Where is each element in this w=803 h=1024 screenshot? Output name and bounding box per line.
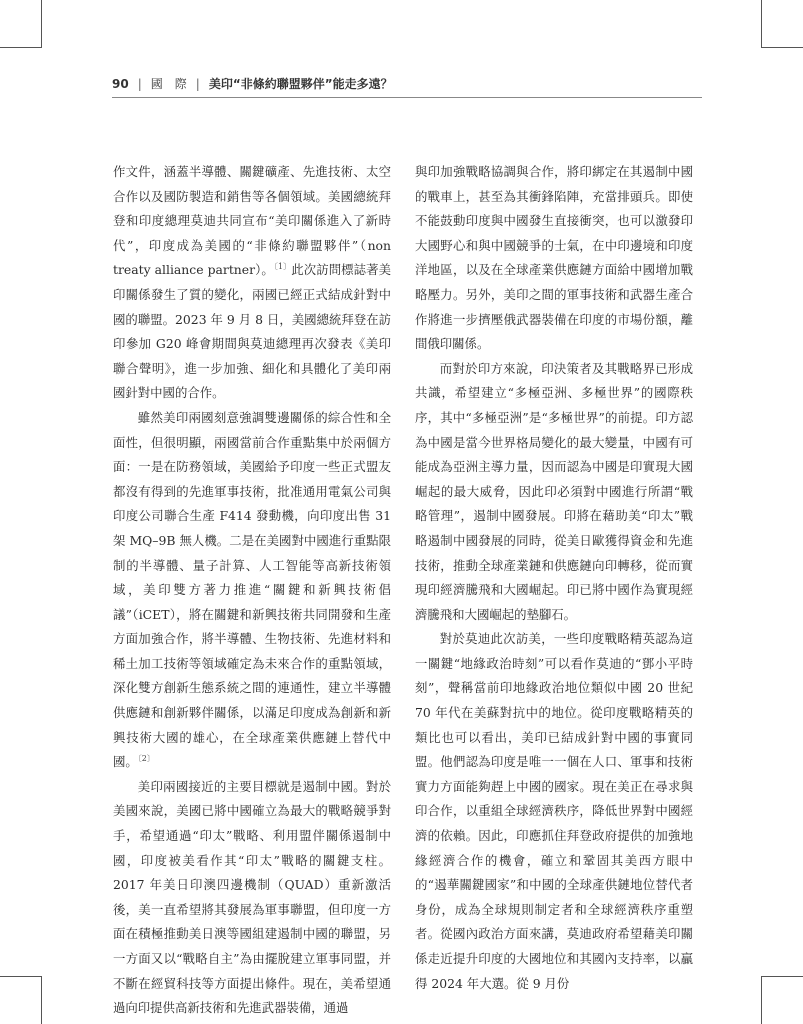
crop-mark-bottom-right-horizontal — [761, 976, 803, 977]
article-title: 美印“非條約聯盟夥伴”能走多遠？ — [208, 77, 393, 91]
left-column — [113, 160, 391, 1021]
paragraph: 與印加強戰略協調與合作，將印綁定在其遏制中國的戰車上，甚至為其衝鋒陷陣，充當排頭兵。即使不能鼓動印度與中國發生直接衝突，也可以激發印大國野心和與中國競爭的士氣，在中印邊境和印度洋地區，以及在全球產業供應鏈方面給中國增加戰略壓力。另外，美印之間的軍事技術和武器生產合作將進一步擠壓俄武器裝備在印度的市場份額，離間俄印關係。 — [415, 164, 693, 352]
crop-mark-bottom-right-vertical — [761, 976, 762, 1024]
section-name: 國 際 — [150, 77, 187, 91]
paragraph — [113, 406, 391, 775]
crop-mark-top-right-horizontal — [761, 47, 803, 48]
paragraph-text: 此次訪問標誌著美印關係發生了質的變化，兩國已經正式結成針對中國的聯盟。2023 年 9 月 8 日，美國總統拜登在訪印參加 G20 峰會期間與莫迪總理再次發表《美印聯合聲明》，進一步加強、細化和具體化了美印兩國針對中國的合作。 — [113, 262, 392, 401]
header-rule — [112, 97, 702, 98]
footnote-marker: 〔1〕 — [273, 262, 292, 272]
footnote-marker: 〔2〕 — [137, 754, 155, 764]
crop-mark-bottom-left-horizontal — [0, 976, 42, 977]
running-header — [112, 75, 702, 93]
page-number: 90 — [112, 77, 129, 91]
paragraph-text: 作文件，涵蓋半導體、關鍵礦產、先進技術、太空合作以及國防製造和銷售等各個領域。美國總統拜登和印度總理莫迪共同宣布“美印關係進入了新時代”，印度成為美國的“非條約聯盟夥伴”（non treaty alliance partner）。 — [113, 164, 391, 278]
paragraph: 對於莫迪此次訪美，一些印度戰略精英認為這一關鍵“地緣政治時刻”可以看作莫迪的“鄧小平時刻”，聲稱當前印地緣政治地位類似中國 20 世紀 70 年代在美蘇對抗中的地位。從印度戰略精英的類比也可以看出，美印已結成針對中國的事實同盟。他們認為印度是唯一一個在人口、軍事和技術實力方面能夠趕上中國的國家。現在美正在尋求與印合作，以重組全球經濟秩序，降低世界對中國經濟的依賴。因此，印應抓住拜登政府提供的加強地緣經濟合作的機會，確立和鞏固其美西方眼中的“遏華關鍵國家”和中國的全球產供鏈地位替代者身份，成為全球規則制定者和全球經濟秩序重塑者。從國內政治方面來講，莫迪政府希望藉美印關係走近提升印度的大國地位和其國內支持率，以贏得 2024 年大選。從 9 月份 — [415, 631, 693, 991]
paragraph — [113, 160, 391, 406]
header-separator: | — [195, 77, 200, 91]
header-separator: | — [137, 77, 142, 91]
paragraph: 美印兩國接近的主要目標就是遏制中國。對於美國來說，美國已將中國確立為最大的戰略競爭對手，希望通過“印太”戰略、利用盟伴關係遏制中國，印度被美看作其“印太”戰略的關鍵支柱。2017 年美日印澳四邊機制（QUAD）重新激活後，美一直希望將其發展為軍事聯盟，但印度一方面在積極推動美日澳等國組建遏制中國的聯盟，另一方面又以“戰略自主”為由擺脫建立軍事同盟，并不斷在經貿科技等方面提出條件。現在，美希望通過向印提供高新技術和先進武器裝備，通過 — [113, 778, 391, 1016]
crop-mark-top-right-vertical — [761, 0, 762, 48]
crop-mark-top-left-horizontal — [0, 47, 42, 48]
paragraph-text: 雖然美印兩國刻意強調雙邊關係的綜合性和全面性，但很明顯，兩國當前合作重點集中於兩個方面：一是在防務領域，美國給予印度一些正式盟友都沒有得到的先進軍事技術，批准通用電氣公司與印度公司聯合生產 F414 發動機，向印度出售 31 架 MQ–9B 無人機。二是在美國對中國進行重點限制的半導體、量子計算、人工智能等高新技術領域，美印雙方著力推進“關鍵和新興技術倡議”（iCET），將在關鍵和新興技術共同開發和生產方面加強合作，將半導體、生物技術、先進材料和稀土加工技術等領域確定為未來合作的重點領域，深化雙方創新生態系統之間的連通性，建立半導體供應鏈和創新夥伴關係，以滿足印度成為創新和新興技術大國的雄心，在全球產業供應鏈上替代中國。 — [113, 409, 391, 770]
crop-mark-bottom-left-vertical — [41, 976, 42, 1024]
right-column — [415, 160, 693, 996]
crop-mark-top-left-vertical — [41, 0, 42, 48]
paragraph: 而對於印方來說，印決策者及其戰略界已形成共識，希望建立“多極亞洲、多極世界”的國際秩序，其中“多極亞洲”是“多極世界”的前提。印方認為中國是當今世界格局變化的最大變量，中國有可能成為亞洲主導力量，因而認為中國是印實現大國崛起的最大威脅，因此印必須對中國進行所謂“戰略管理”，遏制中國發展。印將在藉助美“印太”戰略遏制中國發展的同時，從美日歐獲得資金和先進技術，推動全球產業鏈和供應鏈向印轉移，從而實現印經濟騰飛和大國崛起。印已將中國作為實現經濟騰飛和大國崛起的墊腳石。 — [415, 360, 693, 622]
